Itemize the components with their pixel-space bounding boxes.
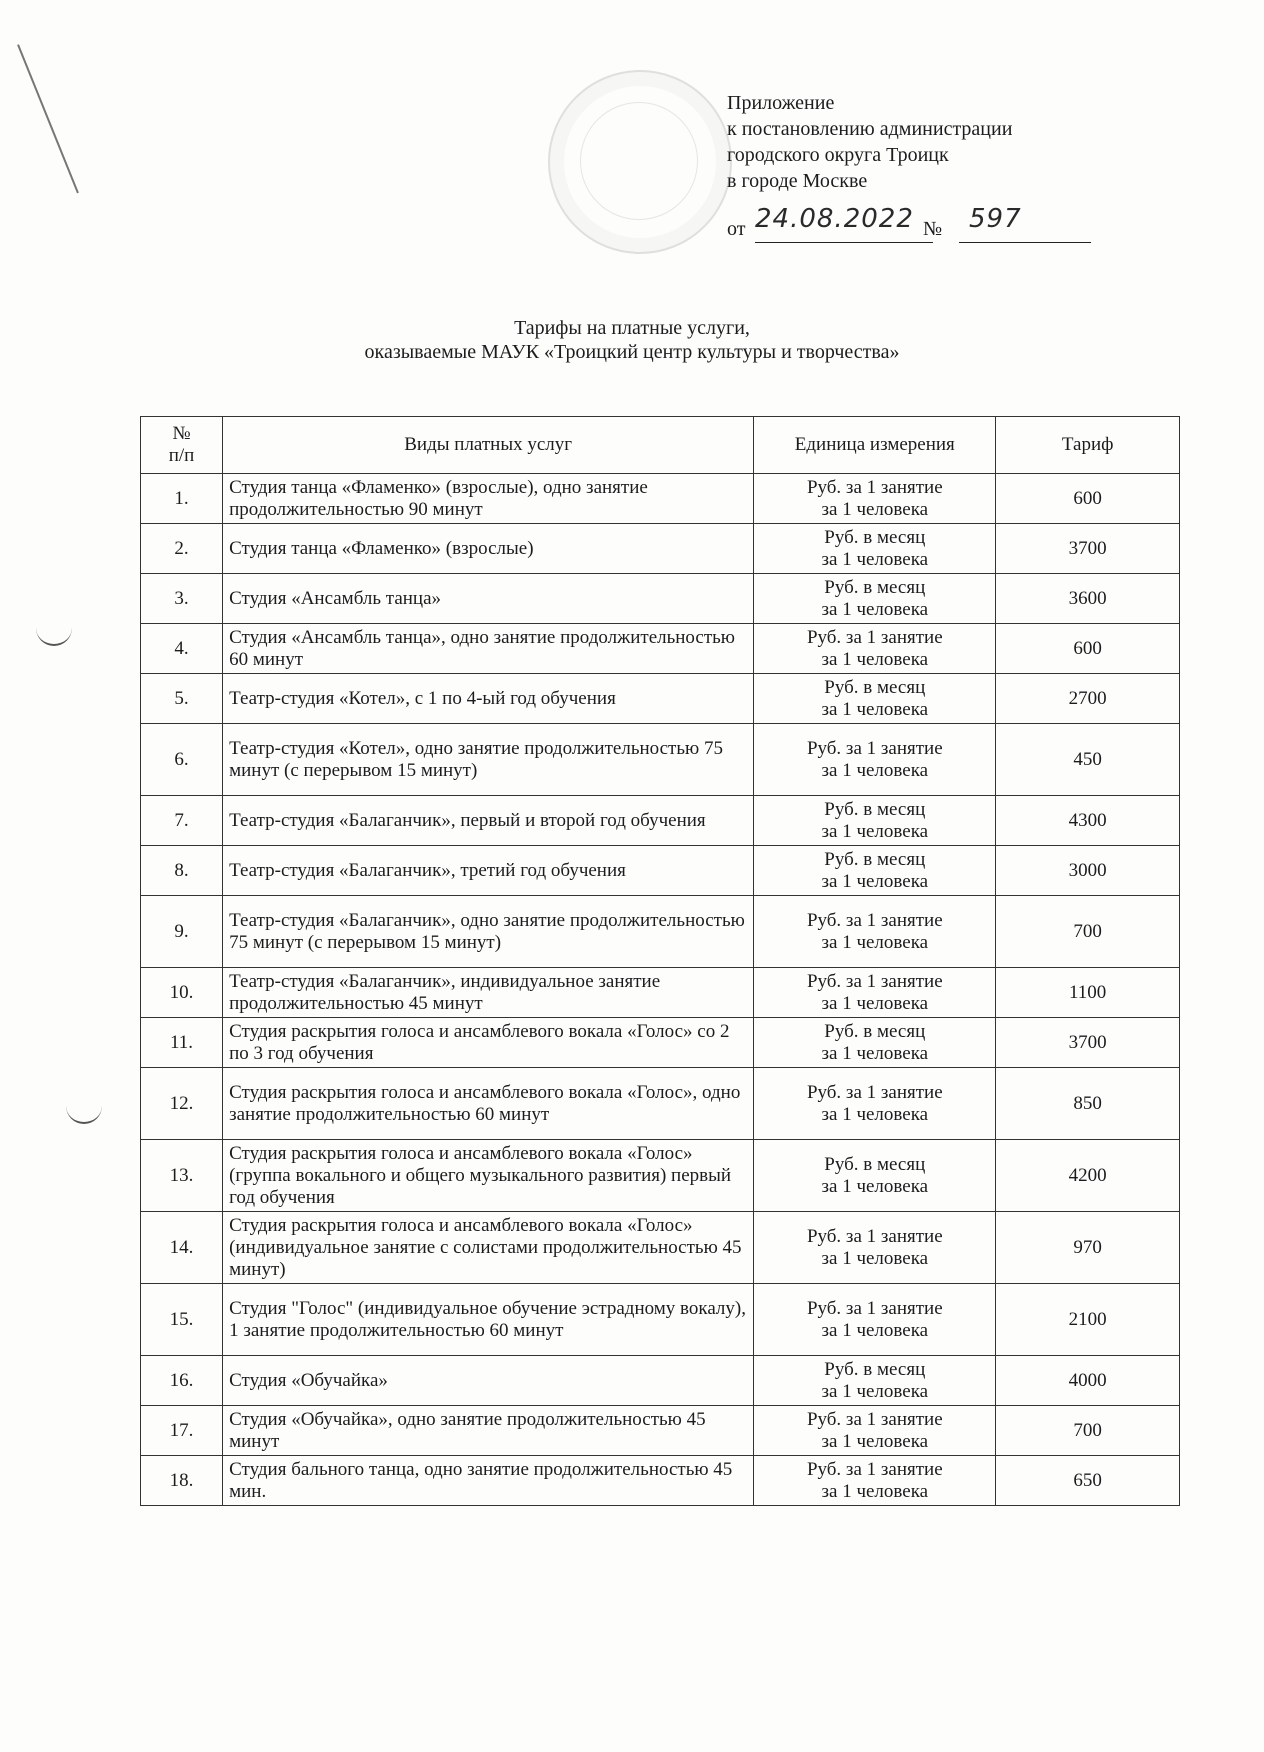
- row-number: 2.: [141, 524, 223, 574]
- from-label: от: [727, 218, 746, 240]
- table-row: [141, 968, 1180, 1018]
- table-row: [141, 1406, 1180, 1456]
- header-num-line: №: [172, 423, 191, 444]
- unit-of-measure: [754, 1018, 996, 1068]
- service-name: Театр-студия «Котел», одно занятие продолжительностью 75 минут (с перерывом 15 минут): [223, 724, 754, 796]
- service-name: Студия бального танца, одно занятие продолжительностью 45 мин.: [223, 1456, 754, 1506]
- handwritten-number: 597: [969, 204, 1022, 234]
- table-body: [141, 474, 1180, 1506]
- appendix-line: в городе Москве: [727, 170, 868, 192]
- tariff-value: 3700: [996, 1018, 1180, 1068]
- row-number: 14.: [141, 1212, 223, 1284]
- tariff-value: 2100: [996, 1284, 1180, 1356]
- service-name: Студия раскрытия голоса и ансамблевого вокала «Голос» (индивидуальное занятие с солистами продолжительностью 45 минут): [223, 1212, 754, 1284]
- table-row: [141, 1068, 1180, 1140]
- row-number: 12.: [141, 1068, 223, 1140]
- unit-of-measure-line: Руб. за 1 занятие: [806, 1081, 943, 1103]
- service-name: Студия танца «Фламенко» (взрослые): [223, 524, 754, 574]
- tariff-value: 700: [996, 1406, 1180, 1456]
- header-service: Виды платных услуг: [223, 417, 754, 474]
- tariff-value: 4200: [996, 1140, 1180, 1212]
- header-num-line: п/п: [168, 445, 195, 466]
- row-number: 9.: [141, 896, 223, 968]
- tariff-value: 650: [996, 1456, 1180, 1506]
- service-name: Студия танца «Фламенко» (взрослые), одно занятие продолжительностью 90 минут: [223, 474, 754, 524]
- tariff-value: 1100: [996, 968, 1180, 1018]
- unit-of-measure-line: Руб. за 1 занятие: [806, 626, 943, 648]
- tariffs-table: [140, 416, 1180, 1506]
- tariff-value: 850: [996, 1068, 1180, 1140]
- table-row: [141, 1212, 1180, 1284]
- service-name: Театр-студия «Балаганчик», индивидуальное занятие продолжительностью 45 минут: [223, 968, 754, 1018]
- unit-of-measure-line: Руб. в месяц: [824, 1153, 926, 1175]
- unit-of-measure-line: за 1 человека: [821, 1380, 929, 1402]
- unit-of-measure-line: Руб. в месяц: [824, 576, 926, 598]
- table-row: [141, 1140, 1180, 1212]
- unit-of-measure-line: Руб. в месяц: [824, 798, 926, 820]
- tariff-value: 970: [996, 1212, 1180, 1284]
- unit-of-measure-line: за 1 человека: [821, 648, 929, 670]
- unit-of-measure-line: за 1 человека: [821, 992, 929, 1014]
- unit-of-measure-line: Руб. в месяц: [824, 848, 926, 870]
- unit-of-measure-line: за 1 человека: [821, 1319, 929, 1341]
- unit-of-measure: [754, 1406, 996, 1456]
- unit-of-measure: [754, 474, 996, 524]
- unit-of-measure: [754, 524, 996, 574]
- service-name: Театр-студия «Балаганчик», третий год обучения: [223, 846, 754, 896]
- unit-of-measure-line: за 1 человека: [821, 498, 929, 520]
- service-name: Студия «Обучайка»: [223, 1356, 754, 1406]
- row-number: 1.: [141, 474, 223, 524]
- unit-of-measure-line: за 1 человека: [821, 820, 929, 842]
- unit-of-measure-line: Руб. за 1 занятие: [806, 476, 943, 498]
- service-name: Студия «Ансамбль танца», одно занятие продолжительностью 60 минут: [223, 624, 754, 674]
- tariff-value: 700: [996, 896, 1180, 968]
- row-number: 3.: [141, 574, 223, 624]
- row-number: 11.: [141, 1018, 223, 1068]
- unit-of-measure: [754, 574, 996, 624]
- unit-of-measure-line: за 1 человека: [821, 1247, 929, 1269]
- document-title: [0, 316, 1264, 364]
- service-name: Студия "Голос" (индивидуальное обучение эстрадному вокалу), 1 занятие продолжительностью 60 минут: [223, 1284, 754, 1356]
- table-row: [141, 624, 1180, 674]
- unit-of-measure-line: за 1 человека: [821, 1042, 929, 1064]
- tariff-value: 600: [996, 474, 1180, 524]
- unit-of-measure: [754, 724, 996, 796]
- number-label: №: [923, 218, 943, 240]
- unit-of-measure-line: Руб. в месяц: [824, 676, 926, 698]
- row-number: 17.: [141, 1406, 223, 1456]
- unit-of-measure-line: за 1 человека: [821, 1103, 929, 1125]
- table-row: [141, 574, 1180, 624]
- unit-of-measure-line: за 1 человека: [821, 1175, 929, 1197]
- service-name: Студия «Обучайка», одно занятие продолжительностью 45 минут: [223, 1406, 754, 1456]
- unit-of-measure: [754, 1356, 996, 1406]
- row-number: 8.: [141, 846, 223, 896]
- table-row: [141, 1356, 1180, 1406]
- unit-of-measure-line: Руб. за 1 занятие: [806, 737, 943, 759]
- unit-of-measure-line: за 1 человека: [821, 598, 929, 620]
- row-number: 4.: [141, 624, 223, 674]
- tariff-value: 600: [996, 624, 1180, 674]
- unit-of-measure: [754, 1140, 996, 1212]
- table-row: [141, 1018, 1180, 1068]
- unit-of-measure-line: Руб. за 1 занятие: [806, 1225, 943, 1247]
- unit-of-measure: [754, 624, 996, 674]
- order-date-number-line: [727, 204, 1147, 244]
- tariff-value: 3600: [996, 574, 1180, 624]
- service-name: Студия раскрытия голоса и ансамблевого вокала «Голос» (группа вокального и общего музыкального развития) первый год обучения: [223, 1140, 754, 1212]
- unit-of-measure-line: Руб. за 1 занятие: [806, 970, 943, 992]
- header-tariff: Тариф: [996, 417, 1180, 474]
- unit-of-measure-line: Руб. в месяц: [824, 1020, 926, 1042]
- row-number: 15.: [141, 1284, 223, 1356]
- row-number: 13.: [141, 1140, 223, 1212]
- unit-of-measure-line: за 1 человека: [821, 870, 929, 892]
- unit-of-measure: [754, 1284, 996, 1356]
- row-number: 18.: [141, 1456, 223, 1506]
- row-number: 5.: [141, 674, 223, 724]
- tariff-value: 4300: [996, 796, 1180, 846]
- unit-of-measure-line: за 1 человека: [821, 1430, 929, 1452]
- title-line: оказываемые МАУК «Троицкий центр культуры и творчества»: [364, 341, 900, 363]
- service-name: Театр-студия «Балаганчик», первый и второй год обучения: [223, 796, 754, 846]
- service-name: Театр-студия «Балаганчик», одно занятие продолжительностью 75 минут (с перерывом 15 минут): [223, 896, 754, 968]
- unit-of-measure: [754, 1456, 996, 1506]
- unit-of-measure-line: Руб. за 1 занятие: [806, 1458, 943, 1480]
- row-number: 16.: [141, 1356, 223, 1406]
- table-row: [141, 524, 1180, 574]
- row-number: 6.: [141, 724, 223, 796]
- table-row: [141, 474, 1180, 524]
- unit-of-measure-line: Руб. за 1 занятие: [806, 909, 943, 931]
- unit-of-measure-line: за 1 человека: [821, 931, 929, 953]
- punch-hole-mark: [36, 628, 72, 646]
- table-header-row: [141, 417, 1180, 474]
- unit-of-measure-line: за 1 человека: [821, 548, 929, 570]
- service-name: Студия раскрытия голоса и ансамблевого вокала «Голос», одно занятие продолжительностью 60 минут: [223, 1068, 754, 1140]
- tariff-value: 3700: [996, 524, 1180, 574]
- tariff-value: 2700: [996, 674, 1180, 724]
- handwritten-date: 24.08.2022: [755, 204, 914, 234]
- scan-corner-fold: [0, 44, 79, 208]
- table-row: [141, 846, 1180, 896]
- header-num: [141, 417, 223, 474]
- unit-of-measure-line: Руб. за 1 занятие: [806, 1297, 943, 1319]
- unit-of-measure: [754, 674, 996, 724]
- appendix-line: Приложение: [727, 92, 835, 114]
- title-line: Тарифы на платные услуги,: [514, 317, 750, 339]
- unit-of-measure: [754, 846, 996, 896]
- tariff-value: 4000: [996, 1356, 1180, 1406]
- unit-of-measure: [754, 968, 996, 1018]
- unit-of-measure: [754, 796, 996, 846]
- unit-of-measure-line: Руб. в месяц: [824, 1358, 926, 1380]
- service-name: Театр-студия «Котел», с 1 по 4-ый год обучения: [223, 674, 754, 724]
- tariff-value: 3000: [996, 846, 1180, 896]
- table-row: [141, 1284, 1180, 1356]
- number-field: [959, 204, 1091, 243]
- table-row: [141, 896, 1180, 968]
- unit-of-measure-line: за 1 человека: [821, 1480, 929, 1502]
- punch-hole-mark: [66, 1106, 102, 1124]
- header-unit: Единица измерения: [754, 417, 996, 474]
- unit-of-measure: [754, 1212, 996, 1284]
- appendix-line: к постановлению администрации: [727, 118, 1013, 140]
- row-number: 10.: [141, 968, 223, 1018]
- appendix-line: городского округа Троицк: [727, 144, 949, 166]
- faded-stamp-seal: [548, 70, 732, 254]
- unit-of-measure-line: за 1 человека: [821, 759, 929, 781]
- tariff-value: 450: [996, 724, 1180, 796]
- unit-of-measure: [754, 1068, 996, 1140]
- date-field: [755, 204, 933, 243]
- unit-of-measure-line: Руб. в месяц: [824, 526, 926, 548]
- unit-of-measure: [754, 896, 996, 968]
- table-row: [141, 724, 1180, 796]
- table-row: [141, 674, 1180, 724]
- table-row: [141, 796, 1180, 846]
- table-row: [141, 1456, 1180, 1506]
- row-number: 7.: [141, 796, 223, 846]
- unit-of-measure-line: за 1 человека: [821, 698, 929, 720]
- appendix-header: [727, 90, 1147, 244]
- unit-of-measure-line: Руб. за 1 занятие: [806, 1408, 943, 1430]
- service-name: Студия раскрытия голоса и ансамблевого вокала «Голос» со 2 по 3 год обучения: [223, 1018, 754, 1068]
- service-name: Студия «Ансамбль танца»: [223, 574, 754, 624]
